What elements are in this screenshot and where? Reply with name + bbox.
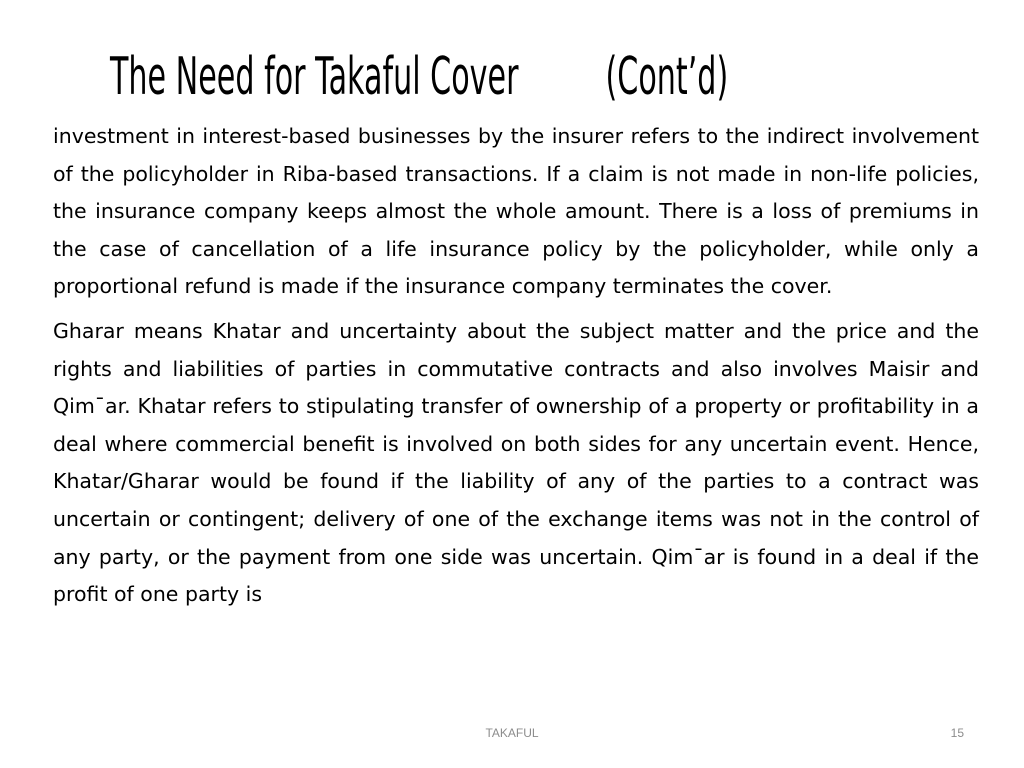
slide-title-contd: (Cont’d) (605, 47, 729, 107)
footer-label: TAKAFUL (485, 726, 539, 740)
slide-title-main: The Need for Takaful Cover (110, 47, 519, 107)
slide-title (110, 42, 729, 112)
slide-body (53, 118, 979, 614)
body-paragraph-1: investment in interest-based businesses by the insurer refers to the indirect involvement of the policyholder in Riba-based transactions. If a claim is not made in non-life policies, the insurance company keeps almost the whole amount. There is a loss of premiums in the case of cancellation of a life insurance policy by the policyholder, while only a proportional refund is made if the insurance company terminates the cover. (53, 124, 979, 299)
page-number: 15 (950, 726, 964, 740)
body-paragraph-2: Gharar means Khatar and uncertainty about the subject matter and the price and the rights and liabilities of parties in commutative contracts and also involves Maisir and Qim¯ar. Khatar refers to stipulating transfer of ownership of a property or profitability in a deal where commercial benefit is involved on both sides for any uncertain event. Hence, Khatar/Gharar would be found if the liability of any of the parties to a contract was uncertain or contingent; delivery of one of the exchange items was not in the control of any party, or the payment from one side was uncertain. Qim¯ar is found in a deal if the profit of one party is (53, 318, 979, 607)
